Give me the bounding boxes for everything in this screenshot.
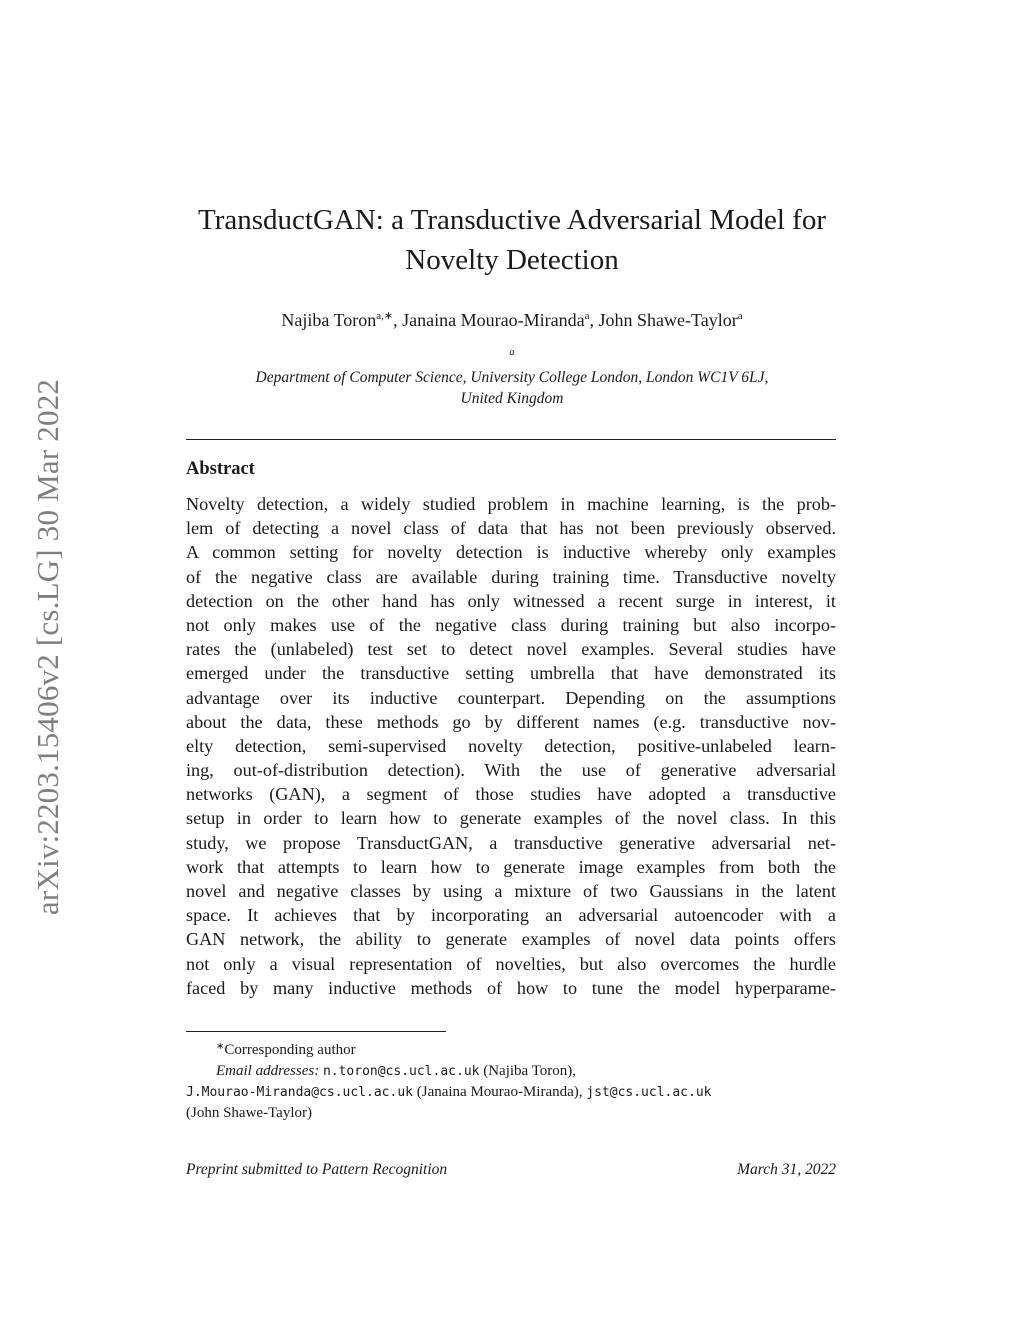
abstract-line: faced by many inductive methods of how to tune the model hyperparame- — [186, 977, 836, 998]
title-line: TransductGAN: a Transductive Adversarial Model for — [198, 204, 826, 236]
email-label: Email addresses: — [216, 1063, 323, 1079]
abstract-line: Novelty detection, a widely studied problem in machine learning, is the prob- — [186, 494, 836, 514]
author-list — [140, 304, 884, 332]
abstract-line: work that attempts to learn how to generate image examples from both the — [186, 856, 836, 877]
footnote-mark: ∗ — [216, 1041, 225, 1052]
abstract-line: lem of detecting a novel class of data that has not been previously observed. — [186, 518, 836, 539]
abstract-line: setup in order to learn how to generate examples of the novel class. In this — [186, 808, 836, 829]
abstract-body — [186, 492, 836, 1000]
header-divider — [186, 439, 836, 440]
author-name: Janaina Mourao-Miranda — [402, 310, 585, 330]
author-name: Najiba Toron — [281, 310, 377, 330]
abstract-line: emerged under the transductive setting umbrella that have demonstrated its — [186, 663, 836, 684]
affiliation-line — [150, 342, 874, 388]
preprint-date: March 31, 2022 — [737, 1161, 836, 1178]
email-link[interactable]: n.toron@cs.ucl.ac.uk — [322, 1064, 480, 1079]
paper-title — [160, 200, 864, 280]
abstract-line: GAN network, the ability to generate examples of novel data points offers — [186, 929, 836, 950]
abstract-line: study, we propose TransductGAN, a transductive generative adversarial net- — [186, 832, 836, 853]
email-line — [186, 1061, 836, 1082]
email-link[interactable]: J.Mourao-Miranda@cs.ucl.ac.uk — [186, 1085, 413, 1100]
arxiv-side-stamp — [30, 352, 66, 942]
abstract-line: elty detection, semi-supervised novelty detection, positive-unlabeled learn- — [186, 735, 836, 756]
author-affiliation-mark: a,∗ — [376, 310, 394, 322]
author-separator: , — [393, 310, 403, 330]
arxiv-identifier: arXiv:2203.15406v2 [cs.LG] 30 Mar 2022 — [30, 378, 65, 916]
abstract-line: rates the (unlabeled) test set to detect novel examples. Several studies have — [186, 639, 836, 660]
author-affiliation-mark: a — [584, 310, 590, 322]
preprint-notice: Preprint submitted to Pattern Recognition — [186, 1161, 448, 1178]
abstract-line: detection on the other hand has only witnessed a recent surge in interest, it — [186, 590, 836, 611]
affiliation-mark: a — [509, 347, 515, 358]
abstract-line: A common setting for novelty detection is inductive whereby only examples — [186, 542, 836, 563]
abstract-line: space. It achieves that by incorporating an adversarial autoencoder with a — [186, 905, 836, 926]
footnote-divider — [186, 1031, 446, 1032]
abstract-heading: Abstract — [186, 459, 255, 479]
abstract-line: advantage over its inductive counterpart. Depending on the assumptions — [186, 687, 836, 708]
abstract-line: of the negative class are available during training time. Transductive novelty — [186, 566, 836, 587]
abstract-line: not only a visual representation of novelties, but also overcomes the hurdle — [186, 953, 836, 974]
abstract-line: networks (GAN), a segment of those studies have adopted a transductive — [186, 784, 836, 805]
email-owner-line: (John Shawe-Taylor) — [186, 1105, 312, 1121]
author-affiliation-mark: a — [737, 310, 743, 322]
affiliation — [150, 342, 874, 409]
email-owner: (Najiba Toron), — [479, 1063, 577, 1079]
email-owner: (Janaina Mourao-Miranda), — [412, 1084, 587, 1100]
abstract-line: about the data, these methods go by different names (e.g. transductive nov- — [186, 711, 836, 732]
affiliation-text: Department of Computer Science, University College London, London WC1V 6LJ, — [255, 369, 769, 386]
corresponding-author-note — [186, 1036, 836, 1061]
email-link[interactable]: jst@cs.ucl.ac.uk — [586, 1085, 712, 1100]
email-line — [186, 1082, 836, 1103]
corresponding-author-text: Corresponding author — [224, 1042, 356, 1058]
footnote — [186, 1036, 836, 1124]
title-line: Novelty Detection — [405, 244, 619, 276]
abstract-line: ing, out-of-distribution detection). With the use of generative adversarial — [186, 760, 836, 781]
abstract-line: novel and negative classes by using a mixture of two Gaussians in the latent — [186, 881, 836, 901]
author-name: John Shawe-Taylor — [598, 310, 738, 330]
abstract-line: not only makes use of the negative class during training but also incorpo- — [186, 614, 836, 635]
affiliation-line: United Kingdom — [460, 390, 564, 407]
author-separator: , — [589, 310, 599, 330]
